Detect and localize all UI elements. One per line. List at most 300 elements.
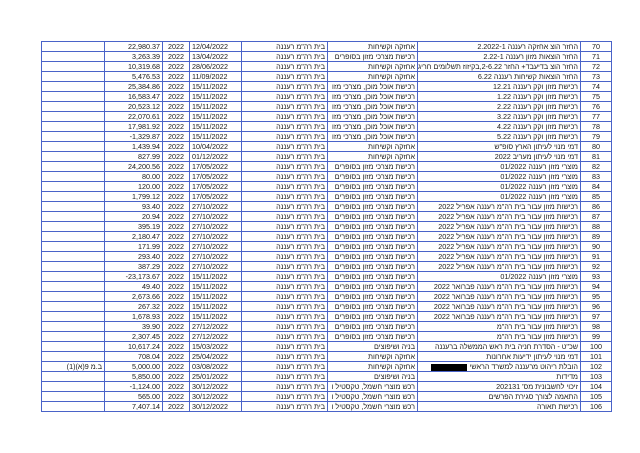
row-number-cell: 83: [581, 172, 612, 182]
description-cell: רכישות מזון עבור בית רה"מ רעננה אפריל 2022: [418, 222, 581, 232]
site-cell: בית רה"מ רעננה: [242, 262, 328, 272]
note-cell: [42, 292, 105, 302]
amount-cell: 7,407.14: [105, 402, 163, 412]
description-cell: התאמה לצורך סגירת הפרשים: [418, 392, 581, 402]
year-cell: 2022: [163, 152, 190, 162]
amount-cell: 2,673.66: [105, 292, 163, 302]
row-number-cell: 101: [581, 352, 612, 362]
row-number-cell: 87: [581, 212, 612, 222]
table-row: [42, 192, 612, 202]
category-cell: רכש מוצרי חשמל, טקסטיל ו: [328, 382, 418, 392]
row-number-cell: 78: [581, 122, 612, 132]
year-cell: 2022: [163, 112, 190, 122]
date-cell: 15/03/2022: [190, 342, 242, 352]
date-cell: 17/05/2022: [190, 172, 242, 182]
row-number-cell: 74: [581, 82, 612, 92]
description-cell: רכישות מזון עבור בית רה"מ רעננה אפריל 2022: [418, 202, 581, 212]
note-cell: [42, 232, 105, 242]
table-row: [42, 202, 612, 212]
description-cell: דמי מנוי לעיתון הארץ סופ"ש: [418, 142, 581, 152]
category-cell: אחזקה וקשיחות: [328, 352, 418, 362]
category-cell: רכישת מצרכי מזון בסופרים: [328, 192, 418, 202]
category-cell: רכישת מצרכי מזון בסופרים: [328, 302, 418, 312]
amount-cell: 20.94: [105, 212, 163, 222]
table-row: [42, 82, 612, 92]
table-row: [42, 342, 612, 352]
table-row: [42, 172, 612, 182]
table-row: [42, 262, 612, 272]
note-cell: [42, 332, 105, 342]
expense-table: [41, 41, 612, 412]
site-cell: בית רה"מ רעננה: [242, 182, 328, 192]
table-row: [42, 222, 612, 232]
note-cell: [42, 242, 105, 252]
year-cell: 2022: [163, 312, 190, 322]
amount-cell: -1,329.87: [105, 132, 163, 142]
year-cell: 2022: [163, 62, 190, 72]
row-number-cell: 94: [581, 282, 612, 292]
note-cell: [42, 392, 105, 402]
table-row: [42, 392, 612, 402]
table-row: [42, 212, 612, 222]
description-text: הובלת ריהוט מרעננה למשרד הראשי: [469, 362, 578, 371]
table-row: [42, 332, 612, 342]
category-cell: רכישת מצרכי מזון בסופרים: [328, 202, 418, 212]
date-cell: 15/11/2022: [190, 122, 242, 132]
row-number-cell: 76: [581, 102, 612, 112]
site-cell: בית רה"מ רעננה: [242, 402, 328, 412]
amount-cell: 293.40: [105, 252, 163, 262]
year-cell: 2022: [163, 282, 190, 292]
year-cell: 2022: [163, 362, 190, 372]
row-number-cell: 103: [581, 372, 612, 382]
row-number-cell: 93: [581, 272, 612, 282]
category-cell: אחזקה וקשיחות: [328, 152, 418, 162]
site-cell: בית רה"מ רעננה: [242, 52, 328, 62]
description-cell: רכישות מזון עבור בית רה"מ רעננה אפריל 2022: [418, 232, 581, 242]
description-cell: מוצרי מזון רעננה 01/2022: [418, 172, 581, 182]
date-cell: 28/06/2022: [190, 62, 242, 72]
row-number-cell: 95: [581, 292, 612, 302]
site-cell: בית רה"מ רעננה: [242, 92, 328, 102]
site-cell: בית רה"מ רעננה: [242, 362, 328, 372]
row-number-cell: 105: [581, 392, 612, 402]
category-cell: רכישת מצרכי מזון בסופרים: [328, 162, 418, 172]
table-row: [42, 322, 612, 332]
note-cell: [42, 182, 105, 192]
date-cell: 15/11/2022: [190, 112, 242, 122]
description-cell: רכישת מזון וקק רעננה 12.21: [418, 82, 581, 92]
year-cell: 2022: [163, 242, 190, 252]
date-cell: 03/08/2022: [190, 362, 242, 372]
description-cell: החזר הוצאות מזון רעננה 2.22-1: [418, 52, 581, 62]
site-cell: בית רה"מ רעננה: [242, 82, 328, 92]
date-cell: 27/10/2022: [190, 242, 242, 252]
site-cell: בית רה"מ רעננה: [242, 102, 328, 112]
description-cell: רכישות מזון עבור בית רה"מ רעננה אפריל 2022: [418, 242, 581, 252]
year-cell: 2022: [163, 262, 190, 272]
category-cell: בניה ושיפוצים: [328, 372, 418, 382]
date-cell: 27/10/2022: [190, 212, 242, 222]
site-cell: בית רה"מ רעננה: [242, 372, 328, 382]
note-cell: [42, 72, 105, 82]
date-cell: 15/11/2022: [190, 292, 242, 302]
table-row: [42, 232, 612, 242]
site-cell: בית רה"מ רעננה: [242, 132, 328, 142]
year-cell: 2022: [163, 52, 190, 62]
amount-cell: 5,000.00: [105, 362, 163, 372]
site-cell: בית רה"מ רעננה: [242, 112, 328, 122]
table-row: [42, 242, 612, 252]
note-cell: [42, 282, 105, 292]
category-cell: רכישת מצרכי מזון בסופרים: [328, 262, 418, 272]
category-cell: רכישת אוכל מוכן, מצרכי מזו: [328, 102, 418, 112]
year-cell: 2022: [163, 322, 190, 332]
year-cell: 2022: [163, 342, 190, 352]
year-cell: 2022: [163, 92, 190, 102]
description-cell: [418, 362, 581, 372]
year-cell: 2022: [163, 82, 190, 92]
description-cell: רכישת מזון וקק רעננה 3.22: [418, 112, 581, 122]
site-cell: בית רה"מ רעננה: [242, 322, 328, 332]
category-cell: רכש מוצרי חשמל, טקסטיל ו: [328, 392, 418, 402]
amount-cell: 25,384.86: [105, 82, 163, 92]
row-number-cell: 91: [581, 252, 612, 262]
description-cell: רכישות מזון עבור בית רה"מ רעננה פברואר 2022: [418, 302, 581, 312]
row-number-cell: 99: [581, 332, 612, 342]
row-number-cell: 73: [581, 72, 612, 82]
description-cell: זיכוי לחשבונית מס' 202131: [418, 382, 581, 392]
date-cell: 30/12/2022: [190, 382, 242, 392]
year-cell: 2022: [163, 372, 190, 382]
table-row: [42, 292, 612, 302]
site-cell: בית רה"מ רעננה: [242, 292, 328, 302]
year-cell: 2022: [163, 402, 190, 412]
amount-cell: 93.40: [105, 202, 163, 212]
note-cell: [42, 122, 105, 132]
category-cell: רכישת מצרכי מזון בסופרים: [328, 232, 418, 242]
date-cell: 15/11/2022: [190, 302, 242, 312]
row-number-cell: 79: [581, 132, 612, 142]
note-cell: [42, 262, 105, 272]
row-number-cell: 90: [581, 242, 612, 252]
year-cell: 2022: [163, 302, 190, 312]
year-cell: 2022: [163, 232, 190, 242]
amount-cell: 20,523.12: [105, 102, 163, 112]
note-cell: [42, 142, 105, 152]
row-number-cell: 77: [581, 112, 612, 122]
site-cell: בית רה"מ רעננה: [242, 272, 328, 282]
row-number-cell: 85: [581, 192, 612, 202]
amount-cell: 565.00: [105, 392, 163, 402]
description-cell: מוצרי מזון רעננה 01/2022: [418, 182, 581, 192]
amount-cell: 80.00: [105, 172, 163, 182]
note-cell: [42, 82, 105, 92]
note-cell: [42, 102, 105, 112]
site-cell: בית רה"מ רעננה: [242, 162, 328, 172]
description-cell: שכ"ט - הסדרת חניה בית ראש הממשלה ברעננה: [418, 342, 581, 352]
table-row: [42, 402, 612, 412]
date-cell: 27/10/2022: [190, 262, 242, 272]
row-number-cell: 98: [581, 322, 612, 332]
year-cell: 2022: [163, 332, 190, 342]
amount-cell: 2,180.47: [105, 232, 163, 242]
amount-cell: 2,307.45: [105, 332, 163, 342]
amount-cell: 5,850.00: [105, 372, 163, 382]
amount-cell: 267.32: [105, 302, 163, 312]
category-cell: רכישת מצרכי מזון בסופרים: [328, 332, 418, 342]
description-cell: רכישות מזון עבור בית רה"מ רעננה פברואר 2022: [418, 282, 581, 292]
date-cell: 30/12/2022: [190, 392, 242, 402]
year-cell: 2022: [163, 182, 190, 192]
site-cell: בית רה"מ רעננה: [242, 332, 328, 342]
row-number-cell: 97: [581, 312, 612, 322]
site-cell: בית רה"מ רעננה: [242, 382, 328, 392]
year-cell: 2022: [163, 202, 190, 212]
date-cell: 15/11/2022: [190, 92, 242, 102]
note-cell: [42, 372, 105, 382]
year-cell: 2022: [163, 272, 190, 282]
date-cell: 15/11/2022: [190, 132, 242, 142]
amount-cell: 16,583.47: [105, 92, 163, 102]
table-row: [42, 302, 612, 312]
table-row: [42, 362, 612, 372]
year-cell: 2022: [163, 292, 190, 302]
date-cell: 27/12/2022: [190, 322, 242, 332]
site-cell: בית רה"מ רעננה: [242, 42, 328, 52]
amount-cell: 1,439.94: [105, 142, 163, 152]
row-number-cell: 96: [581, 302, 612, 312]
table-row: [42, 152, 612, 162]
description-cell: מוצרי מזון רעננה 01/2022: [418, 192, 581, 202]
description-cell: רכישת מזון וקק רעננה 2.22: [418, 102, 581, 112]
site-cell: בית רה"מ רעננה: [242, 212, 328, 222]
row-number-cell: 106: [581, 402, 612, 412]
site-cell: בית רה"מ רעננה: [242, 72, 328, 82]
year-cell: 2022: [163, 252, 190, 262]
site-cell: בית רה"מ רעננה: [242, 192, 328, 202]
description-cell: רכישת מזון וקק רעננה 1.22: [418, 92, 581, 102]
amount-cell: 1,799.12: [105, 192, 163, 202]
amount-cell: 49.40: [105, 282, 163, 292]
description-cell: רכישות מזון עבור בית רה"מ רעננה אפריל 2022: [418, 212, 581, 222]
description-cell: רכישת תאורה: [418, 402, 581, 412]
site-cell: בית רה"מ רעננה: [242, 172, 328, 182]
row-number-cell: 82: [581, 162, 612, 172]
category-cell: רכישת מצרכי מזון בסופרים: [328, 292, 418, 302]
row-number-cell: 71: [581, 52, 612, 62]
category-cell: רכישת מצרכי מזון בסופרים: [328, 52, 418, 62]
amount-cell: 24,200.56: [105, 162, 163, 172]
note-cell: [42, 252, 105, 262]
year-cell: 2022: [163, 122, 190, 132]
description-cell: מוצרי מזון רעננה 01/2022: [418, 272, 581, 282]
note-cell: [42, 402, 105, 412]
category-cell: רכישת אוכל מוכן, מצרכי מזו: [328, 92, 418, 102]
row-number-cell: 84: [581, 182, 612, 192]
site-cell: בית רה"מ רעננה: [242, 312, 328, 322]
category-cell: אחזקה וקשיחות: [328, 362, 418, 372]
note-cell: [42, 172, 105, 182]
table-row: [42, 102, 612, 112]
date-cell: 30/12/2022: [190, 402, 242, 412]
amount-cell: 708.04: [105, 352, 163, 362]
redaction-block: [431, 364, 467, 371]
table-row: [42, 112, 612, 122]
table-row: [42, 162, 612, 172]
table-row: [42, 272, 612, 282]
date-cell: 15/11/2022: [190, 282, 242, 292]
amount-cell: 387.29: [105, 262, 163, 272]
table-row: [42, 282, 612, 292]
amount-cell: 5,476.53: [105, 72, 163, 82]
category-cell: אחזקה וקשיחות: [328, 42, 418, 52]
table-row: [42, 182, 612, 192]
amount-cell: 171.99: [105, 242, 163, 252]
note-cell: [42, 132, 105, 142]
category-cell: רכישת מצרכי מזון בסופרים: [328, 242, 418, 252]
category-cell: אחזקה וקשיחות: [328, 62, 418, 72]
table-row: [42, 42, 612, 52]
note-cell: [42, 322, 105, 332]
note-cell: [42, 342, 105, 352]
description-cell: מוצרי מזון רעננה 01/2022: [418, 162, 581, 172]
row-number-cell: 72: [581, 62, 612, 72]
date-cell: 11/09/2022: [190, 72, 242, 82]
row-number-cell: 104: [581, 382, 612, 392]
category-cell: רכישת אוכל מוכן, מצרכי מזו: [328, 82, 418, 92]
description-cell: דמי מנוי לעיתון ידיעות אחרונות: [418, 352, 581, 362]
category-cell: רכישת אוכל מוכן, מצרכי מזו: [328, 112, 418, 122]
category-cell: רכישת מצרכי מזון בסופרים: [328, 312, 418, 322]
category-cell: רכישת אוכל מוכן, מצרכי מזו: [328, 132, 418, 142]
description-cell: החזר הוצ אחזקה רעננה 2.2022-1: [418, 42, 581, 52]
category-cell: רכישת מצרכי מזון בסופרים: [328, 222, 418, 232]
site-cell: בית רה"מ רעננה: [242, 252, 328, 262]
table-row: [42, 122, 612, 132]
amount-cell: 39.90: [105, 322, 163, 332]
table-row: [42, 312, 612, 322]
date-cell: 25/04/2022: [190, 352, 242, 362]
year-cell: 2022: [163, 142, 190, 152]
date-cell: 01/12/2022: [190, 152, 242, 162]
note-cell: [42, 272, 105, 282]
table-row: [42, 382, 612, 392]
category-cell: רכישת מצרכי מזון בסופרים: [328, 282, 418, 292]
category-cell: רכישת מצרכי מזון בסופרים: [328, 252, 418, 262]
table-row: [42, 252, 612, 262]
description-cell: רכישות מזון עבור בית רה"מ רעננה אפריל 2022: [418, 252, 581, 262]
year-cell: 2022: [163, 382, 190, 392]
category-cell: רכישת אוכל מוכן, מצרכי מזו: [328, 122, 418, 132]
year-cell: 2022: [163, 192, 190, 202]
note-cell: [42, 352, 105, 362]
table-row: [42, 62, 612, 72]
note-cell: [42, 312, 105, 322]
site-cell: בית רה"מ רעננה: [242, 282, 328, 292]
date-cell: 12/04/2022: [190, 42, 242, 52]
amount-cell: 395.19: [105, 222, 163, 232]
year-cell: 2022: [163, 212, 190, 222]
table-row: [42, 352, 612, 362]
description-cell: רכישת מזון וקק רעננה 5.22: [418, 132, 581, 142]
amount-cell: 3,263.39: [105, 52, 163, 62]
note-cell: [42, 302, 105, 312]
amount-cell: -1,124.00: [105, 382, 163, 392]
description-cell: רכישות מזון עבור בית רה"מ: [418, 322, 581, 332]
date-cell: 17/05/2022: [190, 192, 242, 202]
note-cell: [42, 212, 105, 222]
year-cell: 2022: [163, 132, 190, 142]
table-row: [42, 132, 612, 142]
site-cell: בית רה"מ רעננה: [242, 202, 328, 212]
amount-cell: 10,319.68: [105, 62, 163, 72]
description-cell: החזר הוצ בדיעבד+ החזר 2-6.22,בקיזוז תשלומים חריג: [418, 62, 581, 72]
amount-cell: -23,173.67: [105, 272, 163, 282]
category-cell: רכישת מצרכי מזון בסופרים: [328, 212, 418, 222]
date-cell: 27/10/2022: [190, 232, 242, 242]
table-row: [42, 142, 612, 152]
date-cell: 15/11/2022: [190, 312, 242, 322]
row-number-cell: 92: [581, 262, 612, 272]
category-cell: רכש מוצרי חשמל, טקסטיל ו: [328, 402, 418, 412]
row-number-cell: 86: [581, 202, 612, 212]
year-cell: 2022: [163, 172, 190, 182]
description-cell: רכישות מזון עבור בית רה"מ רעננה אפריל 2022: [418, 262, 581, 272]
description-cell: דמי מנוי לעיתון מעריב 2022: [418, 152, 581, 162]
amount-cell: 120.00: [105, 182, 163, 192]
amount-cell: 22,070.61: [105, 112, 163, 122]
note-cell: [42, 202, 105, 212]
date-cell: 15/11/2022: [190, 272, 242, 282]
date-cell: 13/04/2022: [190, 52, 242, 62]
site-cell: בית רה"מ רעננה: [242, 62, 328, 72]
table-row: [42, 92, 612, 102]
site-cell: בית רה"מ רעננה: [242, 352, 328, 362]
description-cell: החזר הוצאות קשיחות רעננה 6.22: [418, 72, 581, 82]
row-number-cell: 89: [581, 232, 612, 242]
amount-cell: 827.99: [105, 152, 163, 162]
description-cell: רכישת מזון וקק רעננה 4.22: [418, 122, 581, 132]
category-cell: בניה ושיפוצים: [328, 342, 418, 352]
row-number-cell: 102: [581, 362, 612, 372]
category-cell: אחזקה וקשיחות: [328, 142, 418, 152]
site-cell: בית רה"מ רעננה: [242, 222, 328, 232]
description-cell: מדידות: [418, 372, 581, 382]
site-cell: בית רה"מ רעננה: [242, 232, 328, 242]
note-cell: [42, 42, 105, 52]
category-cell: רכישת מצרכי מזון בסופרים: [328, 172, 418, 182]
description-cell: רכישות מזון עבור בית רה"מ רעננה פברואר 2022: [418, 312, 581, 322]
site-cell: בית רה"מ רעננה: [242, 242, 328, 252]
table-row: [42, 72, 612, 82]
row-number-cell: 100: [581, 342, 612, 352]
year-cell: 2022: [163, 352, 190, 362]
site-cell: בית רה"מ רעננה: [242, 142, 328, 152]
date-cell: 17/05/2022: [190, 182, 242, 192]
year-cell: 2022: [163, 392, 190, 402]
date-cell: 15/11/2022: [190, 102, 242, 112]
note-cell: [42, 192, 105, 202]
description-cell: רכישות מזון עבור בית רה"מ: [418, 332, 581, 342]
table-row: [42, 372, 612, 382]
amount-cell: 22,980.37: [105, 42, 163, 52]
note-cell: [42, 382, 105, 392]
row-number-cell: 81: [581, 152, 612, 162]
amount-cell: 1,678.93: [105, 312, 163, 322]
row-number-cell: 75: [581, 92, 612, 102]
date-cell: 27/10/2022: [190, 252, 242, 262]
